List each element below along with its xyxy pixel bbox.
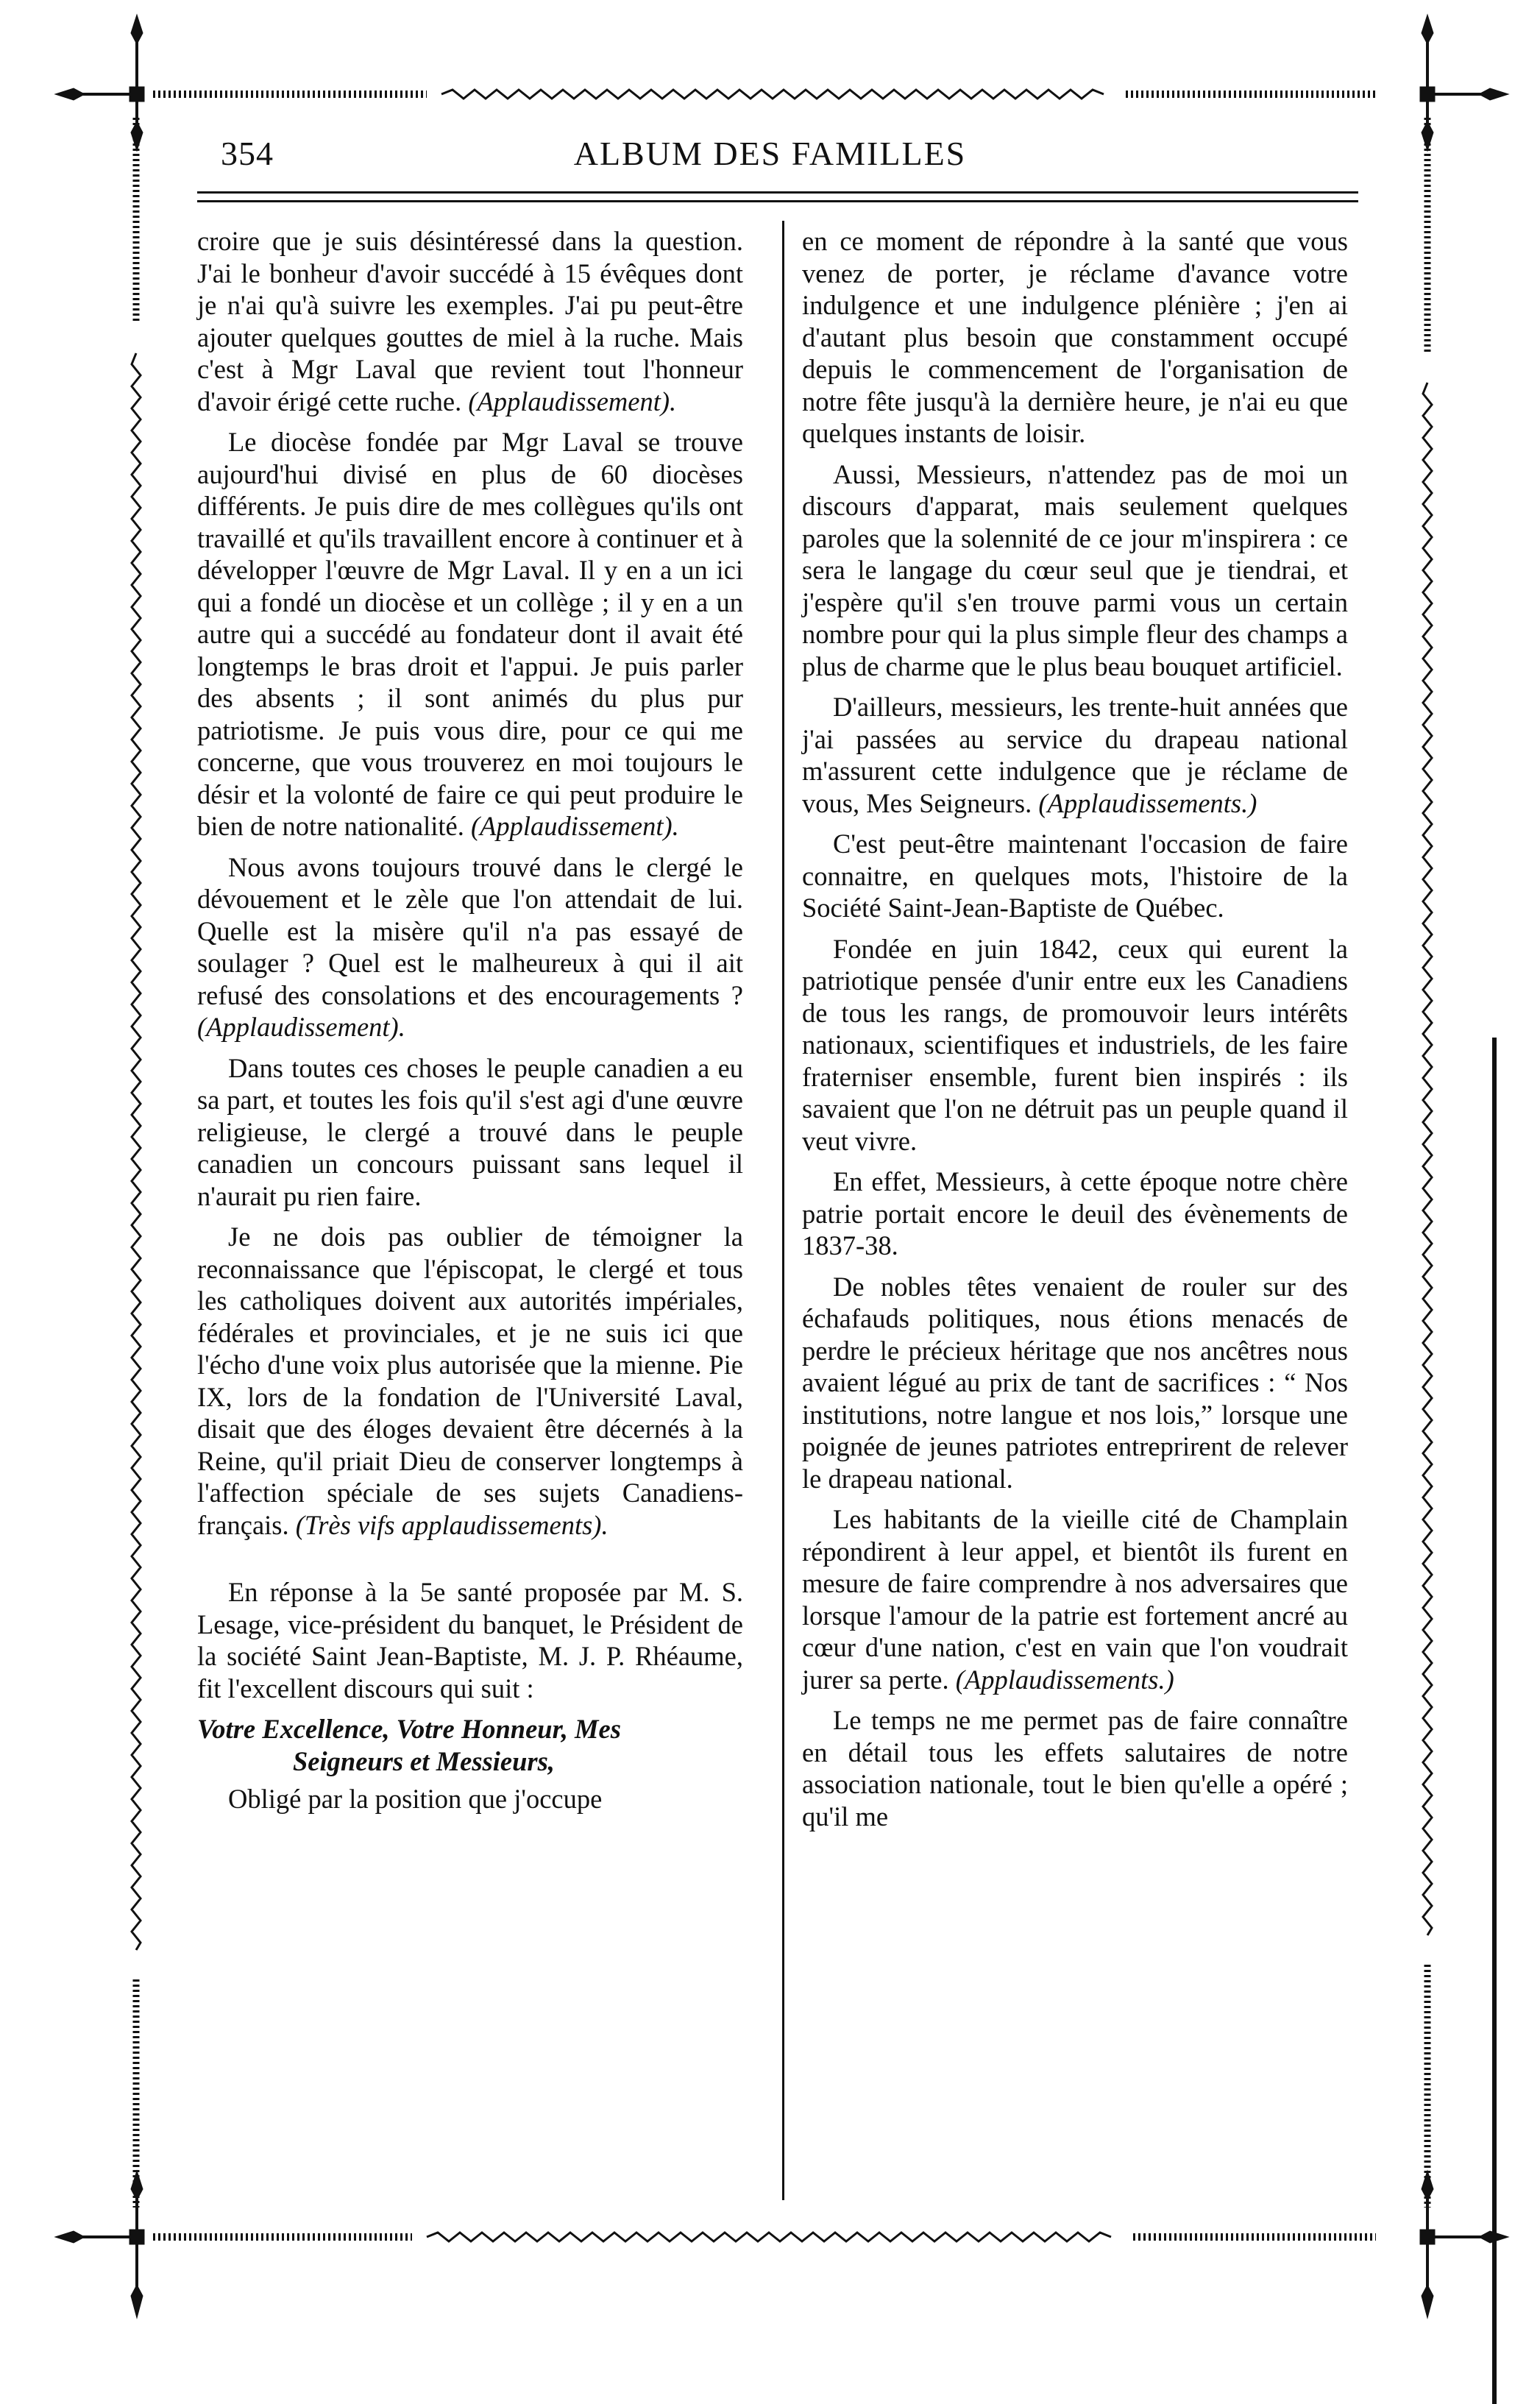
paragraph: Aussi, Messieurs, n'attendez pas de moi un discours d'apparat, mais seulement quelques paroles que la solennité de ce jour m'inspirera : ce sera le langage du cœur seul que je tiendrai, et j'espère qu'il s'en trouve parmi vous un certain nombre pour qui la plus simple fleur des champs a plus de charme que le plus beau bouquet artificiel. [802, 458, 1348, 681]
left-column [197, 225, 743, 1824]
applause-note: (Applaudissement). [468, 386, 677, 416]
paragraph: De nobles têtes venaient de rouler sur des échafauds politiques, nous étions menacés de perdre le précieux héritage que nos ancêtres nous avaient légué au prix de tant de sacrifices : “ Nos institutions, notre langue et nos lois,” lorsque une poignée de jeunes patriotes entreprirent de relever le drapeau national. [802, 1271, 1348, 1494]
applause-note: (Applaudissements.) [955, 1664, 1174, 1695]
paragraph: Dans toutes ces choses le peuple canadien a eu sa part, et toutes les fois qu'il s'est agi d'une œuvre religieuse, le clergé a trouvé dans le peuple canadien un concours puissant sans lequel il n'aurait pu rien faire. [197, 1052, 743, 1211]
page-edge-shadow [1492, 1038, 1497, 2404]
applause-note: (Très vifs applaudissements). [295, 1509, 608, 1540]
paragraph: croire que je suis désintéressé dans la question. J'ai le bonheur d'avoir succédé à 15 évêques dont je n'ai qu'à suivre les exemples. J'ai pu peut-être ajouter quelques gouttes de miel à la ruche. Mais c'est à Mgr Laval que revient tout l'honneur d'avoir érigé cette ruche. (Applaudissement). [197, 226, 743, 416]
column-divider [782, 221, 784, 2200]
applause-note: (Applaudissement). [197, 1012, 405, 1042]
header-rule-top [197, 191, 1358, 194]
paragraph: D'ailleurs, messieurs, les trente-huit années que j'ai passées au service du drapeau national m'assurent cette indulgence que je réclame de vous, Mes Seigneurs. (Applaudissements.) [802, 692, 1348, 818]
header-rule-bottom [197, 200, 1358, 202]
paragraph: C'est peut-être maintenant l'occasion de faire connaitre, en quelques mots, l'histoire de la Société Saint-Jean-Baptiste de Québec. [802, 829, 1348, 923]
paragraph: Je ne dois pas oublier de témoigner la reconnaissance que l'épiscopat, le clergé et tous les catholiques doivent aux autorités impériales, fédérales et provinciales, et je ne suis ici que l'écho d'une voix plus autorisée que la mienne. Pie IX, lors de la fondation de l'Université Laval, disait que des éloges devaient être décernés à la Reine, qu'il priait Dieu de conserver longtemps à l'affection spéciale de ses sujets Canadiens-français. (Très vifs applaudissements). [197, 1221, 743, 1540]
page-number: 354 [221, 135, 274, 172]
salutation: Votre Excellence, Votre Honneur, Mes Seigneurs et Messieurs, [197, 1714, 621, 1776]
paragraph: Le diocèse fondée par Mgr Laval se trouve aujourd'hui divisé en plus de 60 diocèses différents. Je puis dire de mes collègues qu'ils ont travaillé et qu'ils travaillent encore à continuer et à développer l'œuvre de Mgr Laval. Il y en a un ici qui a fondé un diocèse et un collège ; il y en a un autre qui a succédé au fondateur dont il avait été longtemps le bras droit et l'appui. Je puis parler des absents ; il sont animés du plus pur patriotisme. Je puis vous dire, pour ce qui me concerne, que vous trouverez en moi toujours le désir et la volonté de faire ce qui peut produire le bien de notre nationalité. (Applaudissement). [197, 427, 743, 841]
paragraph: Les habitants de la vieille cité de Champlain répondirent à leur appel, et bientôt ils furent en mesure de faire comprendre à nos adversaires que lorsque l'amour de la patrie est fortement ancré au cœur d'une nation, c'est en vain que l'on voudrait jurer sa perte. (Applaudissements.) [802, 1504, 1348, 1695]
paragraph: Le temps ne me permet pas de faire connaître en détail tous les effets salutaires de notre association nationale, tout le bien qu'elle a opéré ; qu'il me [802, 1705, 1348, 1832]
applause-note: (Applaudissements.) [1038, 787, 1257, 818]
paragraph: Obligé par la position que j'occupe [228, 1784, 603, 1814]
applause-note: (Applaudissement). [470, 811, 679, 841]
paragraph: en ce moment de répondre à la santé que vous venez de porter, je réclame d'avance votre indulgence et une indulgence plénière ; j'en ai d'autant plus besoin que constamment occupé depuis le commencement de l'organisation de notre fête jusqu'à la dernière heure, je n'ai eu que quelques instants de loisir. [802, 226, 1348, 448]
right-column [802, 225, 1348, 1841]
running-title: ALBUM DES FAMILLES [573, 135, 967, 172]
paragraph: En effet, Messieurs, à cette époque notre chère patrie portait encore le deuil des évènements de 1837-38. [802, 1166, 1348, 1260]
paragraph: En réponse à la 5e santé proposée par M. S. Lesage, vice-président du banquet, le Président de la société Saint Jean-Baptiste, M. J. P. Rhéaume, fit l'excellent discours qui suit : [197, 1577, 743, 1703]
paragraph: Nous avons toujours trouvé dans le clergé le dévouement et le zèle que l'on attendait de lui. Quelle est la misère qu'il n'a pas essayé de soulager ? Quel est le malheureux à qui il ait refusé des consolations et des encouragements ? (Applaudissement). [197, 851, 743, 1042]
paragraph: Fondée en juin 1842, ceux qui eurent la patriotique pensée d'unir entre eux les Canadiens de tous les rangs, de promouvoir leurs intérêts nationaux, scientifiques et industriels, de les faire fraterniser ensemble, furent bien inspirés : ils savaient que l'on ne détruit pas un peuple quand il veut vivre. [802, 933, 1348, 1156]
